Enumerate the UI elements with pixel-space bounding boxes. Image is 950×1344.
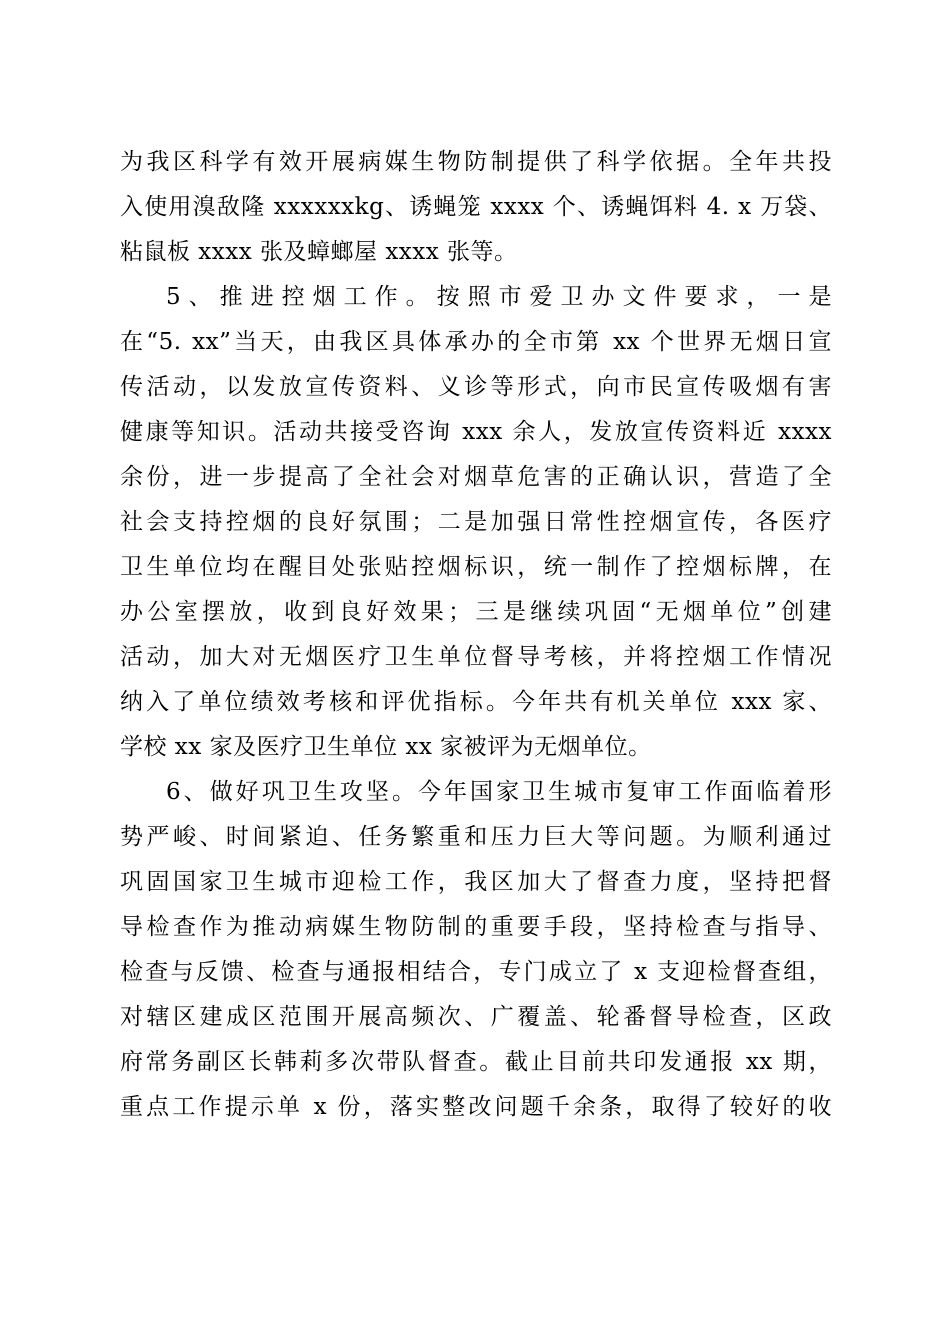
paragraph-line: 6、做好巩卫生攻坚。今年国家卫生城市复审工作面临着形 [166, 779, 832, 805]
document-body [120, 140, 832, 1130]
paragraph-line: 办公室摆放，收到良好效果；三是继续巩固“无烟单位”创建 [120, 599, 832, 625]
paragraph-line: 余份，进一步提高了全社会对烟草危害的正确认识，营造了全 [120, 464, 832, 490]
paragraph-line: 社会支持控烟的良好氛围；二是加强日常性控烟宣传，各医疗 [120, 509, 832, 535]
paragraph-line: 学校 xx 家及医疗卫生单位 xx 家被评为无烟单位。 [120, 734, 652, 760]
paragraph-line: 对辖区建成区范围开展高频次、广覆盖、轮番督导检查，区政 [120, 1004, 832, 1030]
paragraph-line: 入使用溴敌隆 xxxxxxkg、诱蝇笼 xxxx 个、诱蝇饵料 4. x 万袋、 [120, 194, 832, 220]
paragraph-line: 5、推进控烟工作。按照市爱卫办文件要求，一是 [166, 284, 832, 310]
paragraph-line: 活动，加大对无烟医疗卫生单位督导考核，并将控烟工作情况 [120, 644, 832, 670]
paragraph-line: 导检查作为推动病媒生物防制的重要手段，坚持检查与指导、 [120, 914, 832, 940]
paragraph-line: 势严峻、时间紧迫、任务繁重和压力巨大等问题。为顺利通过 [120, 824, 832, 850]
paragraph-line: 卫生单位均在醒目处张贴控烟标识，统一制作了控烟标牌，在 [120, 554, 832, 580]
paragraph-line: 府常务副区长韩莉多次带队督查。截止目前共印发通报 xx 期， [120, 1049, 832, 1075]
paragraph-line: 巩固国家卫生城市迎检工作，我区加大了督查力度，坚持把督 [120, 869, 832, 895]
paragraph-line: 粘鼠板 xxxx 张及蟑螂屋 xxxx 张等。 [120, 239, 518, 265]
paragraph-line: 健康等知识。活动共接受咨询 xxx 余人，发放宣传资料近 xxxx [120, 419, 832, 445]
paragraph-line: 为我区科学有效开展病媒生物防制提供了科学依据。全年共投 [120, 149, 832, 175]
paragraph-line: 纳入了单位绩效考核和评优指标。今年共有机关单位 xxx 家、 [120, 689, 832, 715]
paragraph-line: 传活动，以发放宣传资料、义诊等形式，向市民宣传吸烟有害 [120, 374, 832, 400]
paragraph-line: 检查与反馈、检查与通报相结合，专门成立了 x 支迎检督查组， [120, 959, 832, 985]
paragraph-line: 在“5. xx”当天，由我区具体承办的全市第 xx 个世界无烟日宣 [120, 329, 832, 355]
paragraph-line: 重点工作提示单 x 份，落实整改问题千余条，取得了较好的收 [120, 1094, 832, 1120]
